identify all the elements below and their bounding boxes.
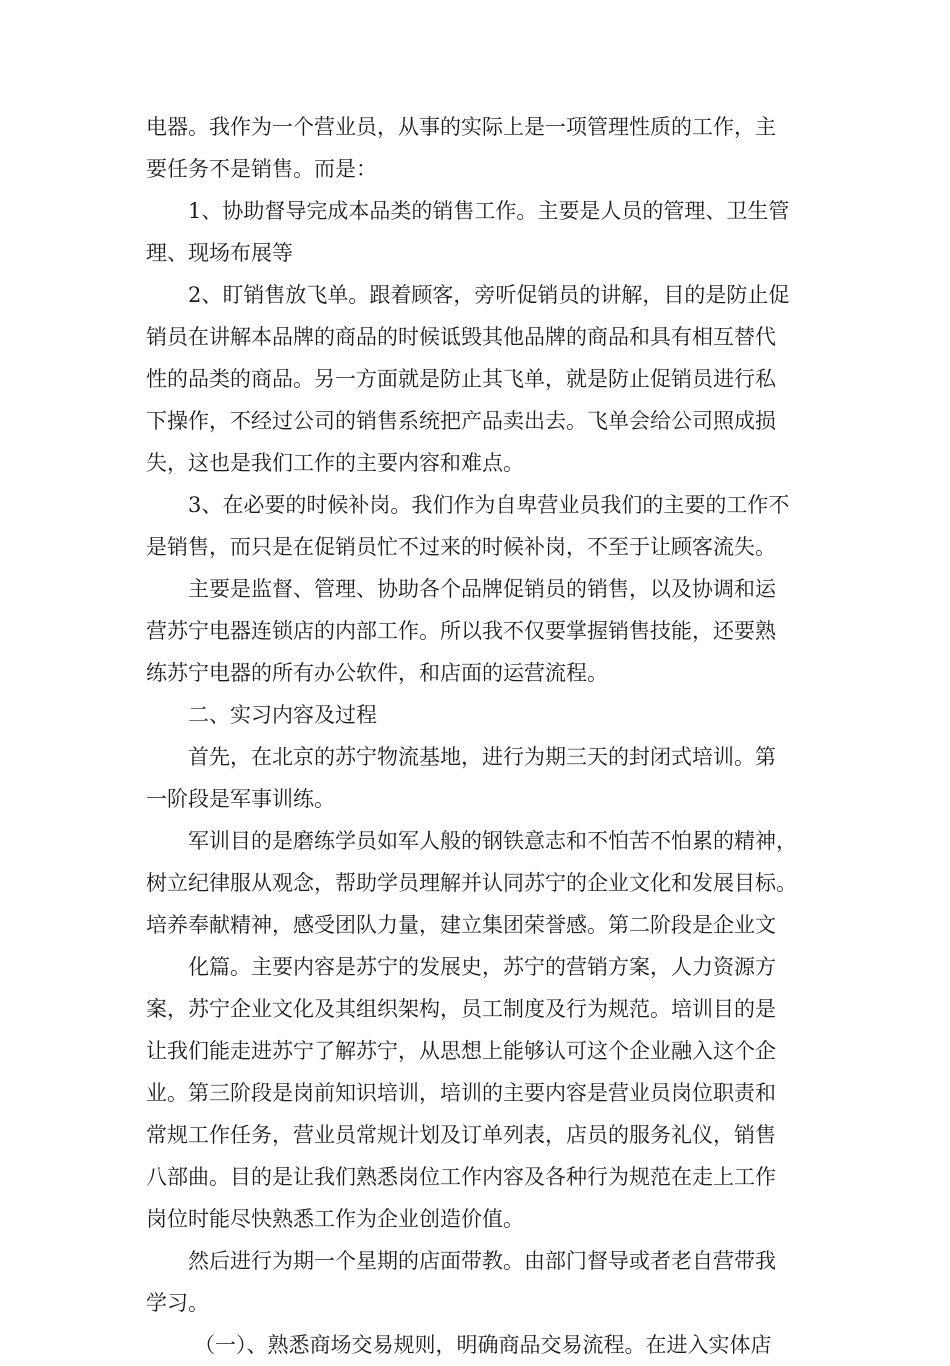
text-line: 理、现场布展等 xyxy=(146,241,293,265)
text-line: 是销售，而只是在促销员忙不过来的时候补岗，不至于让顾客流失。 xyxy=(146,535,776,559)
text-line: 2、盯销售放飞单。跟着顾客，旁听促销员的讲解，目的是防止促 xyxy=(188,283,790,307)
text-line: 岗位时能尽快熟悉工作为企业创造价值。 xyxy=(146,1207,524,1231)
text-line: 首先，在北京的苏宁物流基地，进行为期三天的封闭式培训。第 xyxy=(188,745,776,769)
text-line: 然后进行为期一个星期的店面带教。由部门督导或者老自营带我 xyxy=(188,1249,776,1273)
text-line: 3、在必要的时候补岗。我们作为自卑营业员我们的主要的工作不 xyxy=(188,493,790,517)
text-line: 失，这也是我们工作的主要内容和难点。 xyxy=(146,451,524,475)
text-line: 学习。 xyxy=(146,1291,209,1315)
text-line: 下操作，不经过公司的销售系统把产品卖出去。飞单会给公司照成损 xyxy=(146,409,776,433)
text-line: 1、协助督导完成本品类的销售工作。主要是人员的管理、卫生管 xyxy=(188,199,790,223)
text-line: 要任务不是销售。而是： xyxy=(146,157,377,181)
text-line: 练苏宁电器的所有办公软件，和店面的运营流程。 xyxy=(146,661,608,685)
body-text xyxy=(146,106,816,1366)
text-line: 树立纪律服从观念，帮助学员理解并认同苏宁的企业文化和发展目标。 xyxy=(146,871,797,895)
text-line: 化篇。主要内容是苏宁的发展史，苏宁的营销方案，人力资源方 xyxy=(188,955,776,979)
subsection-heading: （一）、熟悉商场交易规则，明确商品交易流程。在进入实体店 xyxy=(194,1333,772,1357)
text-line: 营苏宁电器连锁店的内部工作。所以我不仅要掌握销售技能，还要熟 xyxy=(146,619,776,643)
text-line: 电器。我作为一个营业员，从事的实际上是一项管理性质的工作，主 xyxy=(146,115,776,139)
text-line: 八部曲。目的是让我们熟悉岗位工作内容及各种行为规范在走上工作 xyxy=(146,1165,776,1189)
text-line: 军训目的是磨练学员如军人般的钢铁意志和不怕苦不怕累的精神， xyxy=(188,829,797,853)
text-line: 主要是监督、管理、协助各个品牌促销员的销售，以及协调和运 xyxy=(188,577,776,601)
text-line: 销员在讲解本品牌的商品的时候诋毁其他品牌的商品和具有相互替代 xyxy=(146,325,776,349)
text-line: 业。第三阶段是岗前知识培训，培训的主要内容是营业员岗位职责和 xyxy=(146,1081,776,1105)
text-line: 培养奉献精神，感受团队力量，建立集团荣誉感。第二阶段是企业文 xyxy=(146,913,776,937)
section-heading: 二、实习内容及过程 xyxy=(188,703,377,727)
text-line: 性的品类的商品。另一方面就是防止其飞单，就是防止促销员进行私 xyxy=(146,367,776,391)
text-line: 让我们能走进苏宁了解苏宁，从思想上能够认可这个企业融入这个企 xyxy=(146,1039,776,1063)
text-line: 案，苏宁企业文化及其组织架构，员工制度及行为规范。培训目的是 xyxy=(146,997,776,1021)
text-line: 常规工作任务，营业员常规计划及订单列表，店员的服务礼仪，销售 xyxy=(146,1123,776,1147)
text-line: 一阶段是军事训练。 xyxy=(146,787,335,811)
